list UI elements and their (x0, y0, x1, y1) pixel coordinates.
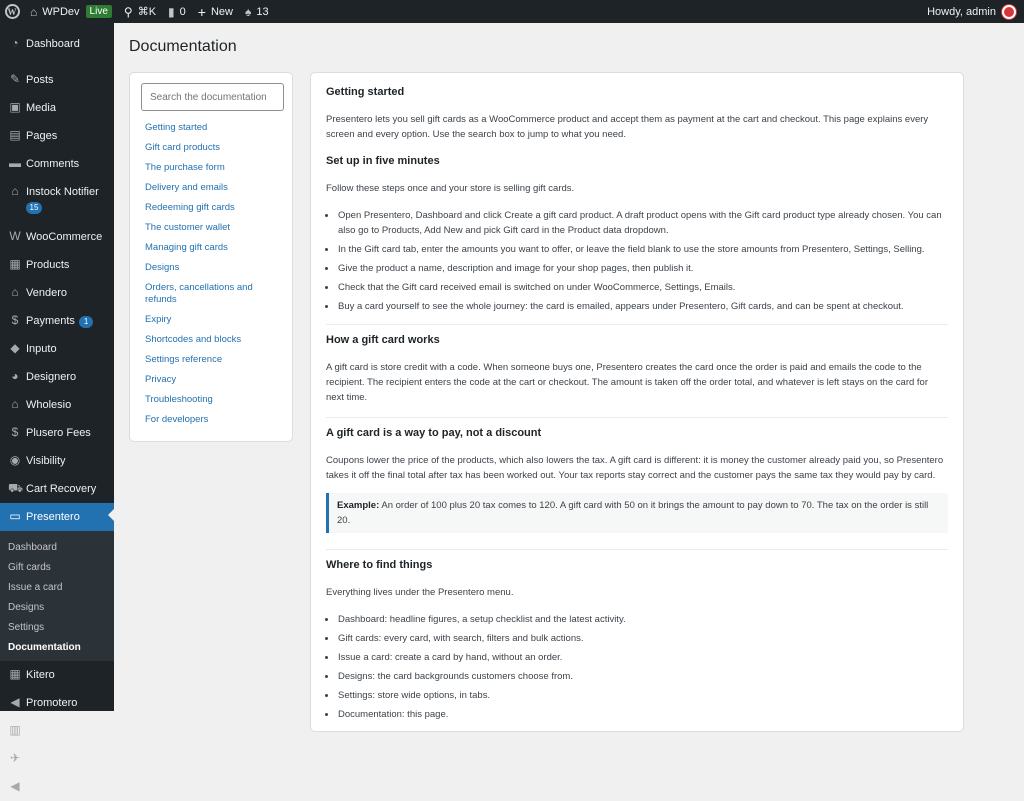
pin-icon: ✎ (9, 72, 21, 86)
count-badge: 1 (79, 316, 93, 328)
list-item: • Buy a card yourself to see the whole journey: the card is emailed, appears under Presentero, Gift cards, and can be spent at checkout. (337, 299, 948, 314)
menu-cart-recovery[interactable]: ⛟ Cart Recovery (8, 481, 97, 495)
my-account[interactable] (927, 5, 1024, 19)
dollar-icon: $ (11, 425, 19, 439)
submenu-issue-a-card[interactable]: Issue a card (8, 582, 63, 593)
menu-wholesio[interactable]: ⌂ Wholesio (0, 391, 114, 419)
menu-analytics[interactable]: ▥ Analytics (9, 723, 71, 737)
site-name: WPDev (42, 5, 80, 18)
menu-kitero[interactable]: ▦ Kitero (9, 667, 55, 681)
notifications-link[interactable] (239, 0, 275, 23)
toc-link[interactable]: The purchase form (145, 162, 225, 173)
tag-icon: ◆ (10, 341, 20, 355)
menu-plusero-fees[interactable]: $ Plusero Fees (0, 419, 114, 447)
docs-search-input[interactable] (141, 83, 284, 111)
comments-link[interactable] (162, 0, 192, 23)
comment-icon: ▮ (168, 4, 175, 19)
eye-icon: ◉ (9, 453, 21, 467)
toc-link[interactable]: Settings reference (145, 354, 223, 365)
list-item: • Give the product a name, description and image for your shop pages, then publish it. (337, 261, 948, 276)
toc-link[interactable]: Designs (145, 262, 180, 273)
plane-icon: ✈ (9, 751, 21, 765)
search-shortcut: ⌘K (137, 6, 157, 18)
section-heading: A gift card is a way to pay, not a discount (326, 427, 542, 439)
menu-inputo[interactable]: ◆ Inputo (0, 335, 114, 363)
media-icon: ▣ (9, 100, 21, 114)
palette-icon: ◕ (11, 369, 19, 383)
list-item: • In the Gift card tab, enter the amounts you want to offer, or leave the field blank to use the store amounts from Presentero, Settings, Selling. (337, 242, 948, 257)
toc-list (141, 122, 282, 426)
toc-link[interactable]: Troubleshooting (145, 394, 213, 405)
menu-marketing[interactable]: ◀ Marketing (0, 773, 114, 801)
count-badge: 15 (26, 202, 42, 214)
menu-visibility[interactable]: ◉ Visibility (9, 453, 66, 467)
list-item: • Issue a card: create a card by hand, without an order. (337, 650, 948, 665)
toc-link[interactable]: Managing gift cards (145, 242, 228, 253)
menu-pages[interactable]: ▤ Pages (9, 128, 58, 142)
admin-sidebar (0, 23, 114, 793)
list-item: • Open Presentero, Dashboard and click Create a gift card product. A draft product opens with the Gift card product type already chosen. You can also go to Products, Add New and pick Gift card in the Product data dropdown. (337, 208, 948, 238)
payments-label: Payments (26, 315, 75, 327)
menu-dashboard[interactable]: ◔ Dashboard (0, 30, 114, 58)
notifications-count: 13 (256, 5, 269, 18)
menu-payments[interactable] (0, 307, 114, 335)
products-icon: ▦ (9, 257, 21, 271)
submenu-gift-cards[interactable]: Gift cards (8, 562, 51, 573)
comments-icon: ▬ (9, 156, 21, 170)
woo-icon: W (9, 229, 21, 243)
megaphone-icon: ◀ (10, 779, 20, 793)
submenu-documentation[interactable]: Documentation (8, 642, 81, 653)
site-name-link[interactable] (24, 0, 118, 23)
way-to-pay-section (326, 417, 948, 533)
dashboard-icon: ◔ (11, 36, 19, 50)
section-paragraph: Presentero lets you sell gift cards as a WooCommerce product and accept them as payment at the cart and checkout. This page explains every screen and every option. Use the search box to jump to what you need. (326, 114, 929, 140)
instock-notifier-label: Instock Notifier (26, 186, 99, 198)
menu-media[interactable]: ▣ Media (9, 100, 56, 114)
section-paragraph: Everything lives under the Presentero menu. (326, 587, 514, 598)
new-content-button[interactable] (192, 0, 239, 23)
toc-link[interactable]: Expiry (145, 314, 172, 325)
submenu-settings[interactable]: Settings (8, 622, 45, 633)
home-icon: ⌂ (11, 184, 19, 198)
toc-link[interactable]: Delivery and emails (145, 182, 228, 193)
section-heading: Set up in five minutes (326, 155, 440, 167)
wordpress-logo-icon[interactable]: W (0, 0, 24, 23)
example-text: An order of 100 plus 20 tax comes to 120. A gift card with 50 on it brings the amount to pay down to 70. The tax on the order is still 20. (337, 500, 929, 526)
command-search-button[interactable] (118, 0, 162, 23)
example-callout (326, 493, 948, 533)
admin-bar (0, 0, 1024, 23)
toc-link[interactable]: Orders, cancellations and refunds (145, 282, 253, 305)
toc-link[interactable]: Shortcodes and blocks (145, 334, 242, 345)
page-title: Documentation (129, 38, 237, 55)
grid-icon: ▦ (9, 667, 21, 681)
toc-link[interactable]: Getting started (145, 122, 208, 133)
presentero-submenu (0, 531, 114, 661)
avatar (1002, 5, 1016, 19)
setup-steps-list (337, 208, 948, 314)
menu-comments[interactable]: ▬ Comments (9, 156, 80, 170)
store-icon: ⌂ (11, 397, 19, 411)
menu-dispatchio[interactable]: ✈ Dispatchio (9, 751, 78, 765)
section-paragraph: Follow these steps once and your store is selling gift cards. (326, 183, 575, 194)
list-item: • Gift cards: every card, with search, filters and bulk actions. (337, 631, 948, 646)
list-item: • Dashboard: headline figures, a setup checklist and the latest activity. (337, 612, 948, 627)
cart-icon: ⛟ (8, 481, 24, 495)
how-it-works-section (326, 324, 948, 405)
section-heading: Where to find things (326, 559, 433, 571)
toc-link[interactable]: Privacy (145, 374, 177, 385)
submenu-dashboard[interactable]: Dashboard (8, 542, 57, 553)
pages-icon: ▤ (9, 128, 21, 142)
where-section (326, 549, 948, 722)
new-label: New (210, 5, 233, 18)
toc-link[interactable]: Gift card products (145, 142, 220, 153)
section-heading: Getting started (326, 86, 405, 98)
menu-woocommerce[interactable]: W WooCommerce (9, 229, 103, 243)
list-item: • Check that the Gift card received email is switched on under WooCommerce, Settings, Emails. (337, 280, 948, 295)
chart-icon: ▥ (9, 723, 21, 737)
howdy-text: Howdy, admin (927, 5, 996, 18)
section-paragraph: A gift card is store credit with a code. When someone buys one, Presentero creates the card once the order is paid and emails the code to the recipient. The recipient enters the code at the cart or checkout. The amount is taken off the order total, and whatever is left stays on the card for next time. (326, 362, 929, 403)
menu-posts[interactable]: ✎ Posts (9, 72, 54, 86)
list-item: • Settings: store wide options, in tabs. (337, 688, 948, 703)
store-icon: ⌂ (11, 285, 19, 299)
toc-link[interactable]: Redeeming gift cards (145, 202, 235, 213)
bell-icon: ♠ (244, 4, 252, 19)
menu-instock-notifier[interactable] (0, 178, 114, 219)
search-icon: ⚲ (123, 4, 133, 19)
submenu-designs[interactable]: Designs (8, 602, 45, 613)
menu-products[interactable]: ▦ Products (9, 257, 70, 271)
toc-link[interactable]: For developers (145, 414, 209, 425)
example-label: Example: (337, 500, 380, 511)
live-badge: Live (86, 5, 112, 18)
payments-icon: $ (11, 313, 19, 327)
home-icon: ⌂ (30, 4, 38, 19)
list-item: • Documentation: this page. (337, 707, 948, 722)
section-paragraph: Coupons lower the price of the products, which also lowers the tax. A gift card is different: it is money the customer already paid you, so Presentero takes it off the final total after tax has been worked out. Your tax reports stay correct and the customer pays the same tax they would pay by card. (326, 455, 944, 481)
menu-promotero[interactable]: ◀ Promotero (0, 689, 114, 717)
plus-icon: + (197, 3, 206, 20)
menu-vendero[interactable]: ⌂ Vendero (0, 279, 114, 307)
list-item: • Designs: the card backgrounds customers choose from. (337, 669, 948, 684)
docs-content (310, 72, 964, 732)
toc-link[interactable]: The customer wallet (145, 222, 231, 233)
megaphone-icon: ◀ (10, 695, 20, 709)
section-heading: How a gift card works (326, 334, 440, 346)
toc-panel (129, 72, 293, 442)
menu-designero[interactable]: ◕ Designero (0, 363, 114, 391)
where-list (337, 612, 948, 722)
gift-icon: ▭ (9, 509, 21, 523)
comments-count: 0 (179, 5, 186, 18)
menu-presentero[interactable]: ▭ Presentero (0, 503, 114, 531)
